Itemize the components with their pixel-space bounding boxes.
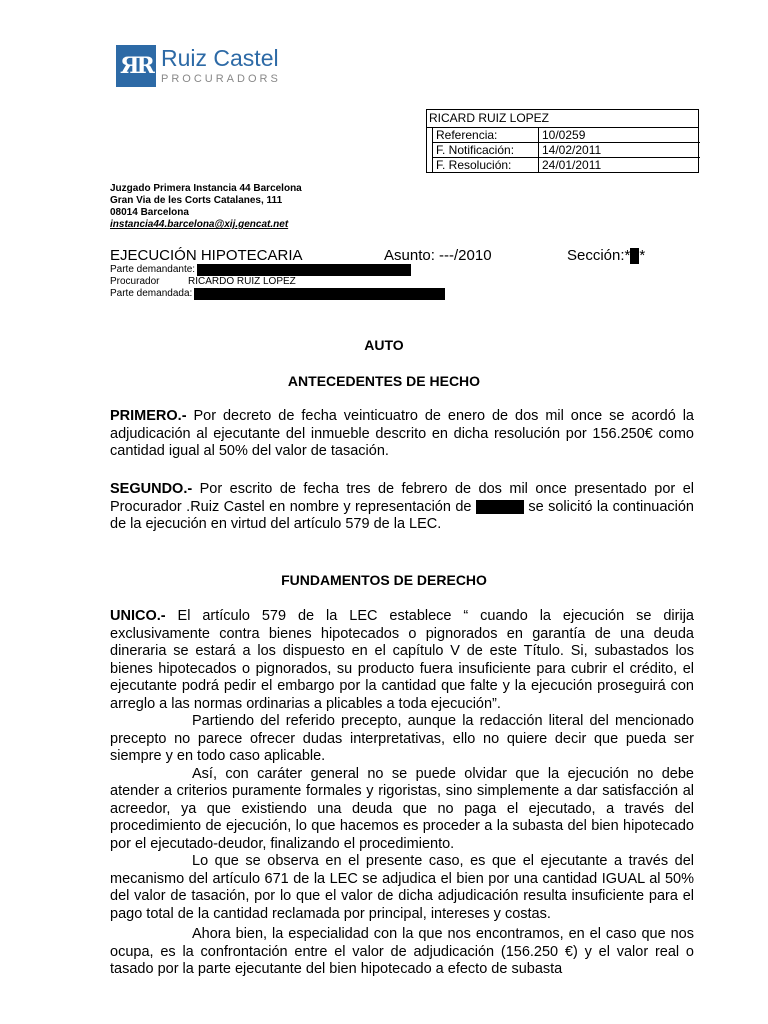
heading-auto: AUTO — [364, 337, 404, 353]
party-label: Parte demandada: — [110, 288, 193, 299]
unico-text: El artículo 579 de la LEC establece “ cuando la ejecución se dirija exclusivamente contra bienes hipotecados o pignorados en garantía de una deuda dineraria se estará a los dispuesto en el capítulo V de este Título. Si, subastados los bienes hipotecados o pignorados, su producto fuera insuficiente para cubrir el crédito, el ejecutante podrá pedir el embargo por la cantidad que falte y la ejecución proseguirá con arreglo a las normas ordinarias a plicables a toda ejecución”. — [110, 608, 694, 712]
reference-value: 24/01/2011 — [539, 158, 701, 173]
reference-key: F. Resolución: — [433, 158, 539, 173]
redaction-bar — [197, 264, 411, 276]
paragraph-partiendo: Partiendo del referido precepto, aunque la redacción literal del mencionado precepto no parece ofrecer dudas interpretativas, ello no quiere decir que pueda ser siempre y en todo caso aplicable. — [110, 713, 694, 764]
redaction-bar — [476, 500, 524, 514]
primero-text: Por decreto de fecha veinticuatro de enero de dos mil once se acordó la adjudicación al ejecutante del inmueble descrito en dicha resolución por 156.250€ como cantidad igual al 50% del valor de tasación. — [110, 408, 694, 459]
party-label: Parte demandante: — [110, 264, 196, 275]
case-asunto: Asunto: ---/2010 — [384, 247, 492, 264]
reference-value: 14/02/2011 — [539, 143, 701, 158]
party-label: Procurador — [110, 276, 160, 287]
segundo-label: SEGUNDO.- — [110, 481, 193, 497]
procurador-name: RICARDO RUIZ LOPEZ — [188, 276, 296, 287]
primero-label: PRIMERO.- — [110, 408, 187, 424]
seccion-suffix: * — [639, 247, 646, 264]
reference-row — [433, 128, 701, 143]
seccion-label: Sección:* — [567, 247, 631, 264]
party-procurador — [110, 276, 445, 288]
redaction-bar — [194, 288, 445, 300]
reference-key: Referencia: — [433, 128, 539, 143]
reference-row — [433, 143, 701, 158]
logo-text — [161, 47, 281, 85]
unico-label: UNICO.- — [110, 608, 166, 624]
paragraph-unico — [110, 608, 694, 979]
segundo-text-b: se solicitó la continuación de la ejecución en virtud del artículo 579 de la LEC. — [110, 498, 694, 532]
reference-value: 10/0259 — [539, 128, 701, 143]
case-type: EJECUCIÓN HIPOTECARIA — [110, 247, 303, 264]
logo-name: Ruiz Castel — [161, 45, 279, 71]
paragraph-asi: Así, con caráter general no se puede olvidar que la ejecución no debe atender a criterios puramente formales y rigoristas, sino simplemente a dar satisfacción al acreedor, ya que existiendo una deuda que no paga el ejecutado, a través del procedimiento de ejecución, lo que hacemos es proceder a la subasta del bien hipotecado por el ejecutado-deudor, finalizando el procedimiento. — [110, 765, 694, 852]
reference-name: RICARD RUIZ LOPEZ — [427, 110, 698, 128]
reference-table — [432, 128, 700, 172]
heading-antecedentes: ANTECEDENTES DE HECHO — [287, 373, 481, 389]
paragraph-observa: Lo que se observa en el presente caso, es que el ejecutante a través del mecanismo del artículo 671 de la LEC se adjudica el bien por una cantidad IGUAL al 50% del valor de tasación, por lo que el valor de dicha adjudicación resulta insuficiente para el pago total de la cantidad reclamada por principal, intereses y costas. — [110, 853, 694, 922]
court-street: Gran Via de les Corts Catalanes, 111 — [110, 195, 283, 206]
court-email[interactable]: instancia44.barcelona@xij.gencat.net — [110, 219, 289, 230]
segundo-text-a: Por escrito de fecha tres de febrero de dos mil once presentado por el Procurador .Ruiz Castel en nombre y representación de — [110, 481, 694, 515]
court-address — [110, 183, 302, 231]
logo-mark: ЯR — [116, 45, 156, 87]
reference-box — [426, 109, 699, 173]
heading-fundamentos: FUNDAMENTOS DE DERECHO — [281, 572, 487, 588]
court-name: Juzgado Primera Instancia 44 Barcelona — [110, 183, 302, 194]
reference-key: F. Notificación: — [433, 143, 539, 158]
party-demandante — [110, 264, 445, 276]
logo-subtitle: PROCURADORS — [161, 73, 281, 85]
firm-logo — [116, 44, 281, 88]
case-seccion — [567, 247, 645, 265]
paragraph-primero — [110, 408, 694, 461]
reference-row — [433, 158, 701, 173]
parties — [110, 264, 445, 300]
paragraph-segundo — [110, 481, 694, 534]
party-demandada — [110, 288, 445, 300]
paragraph-ahora: Ahora bien, la especialidad con la que nos encontramos, en el caso que nos ocupa, es la confrontación entre el valor de adjudicación (156.250 €) y el valor real o tasado por la parte ejecutante del bien hipotecado a efecto de subasta — [110, 926, 694, 977]
court-city: 08014 Barcelona — [110, 207, 189, 218]
